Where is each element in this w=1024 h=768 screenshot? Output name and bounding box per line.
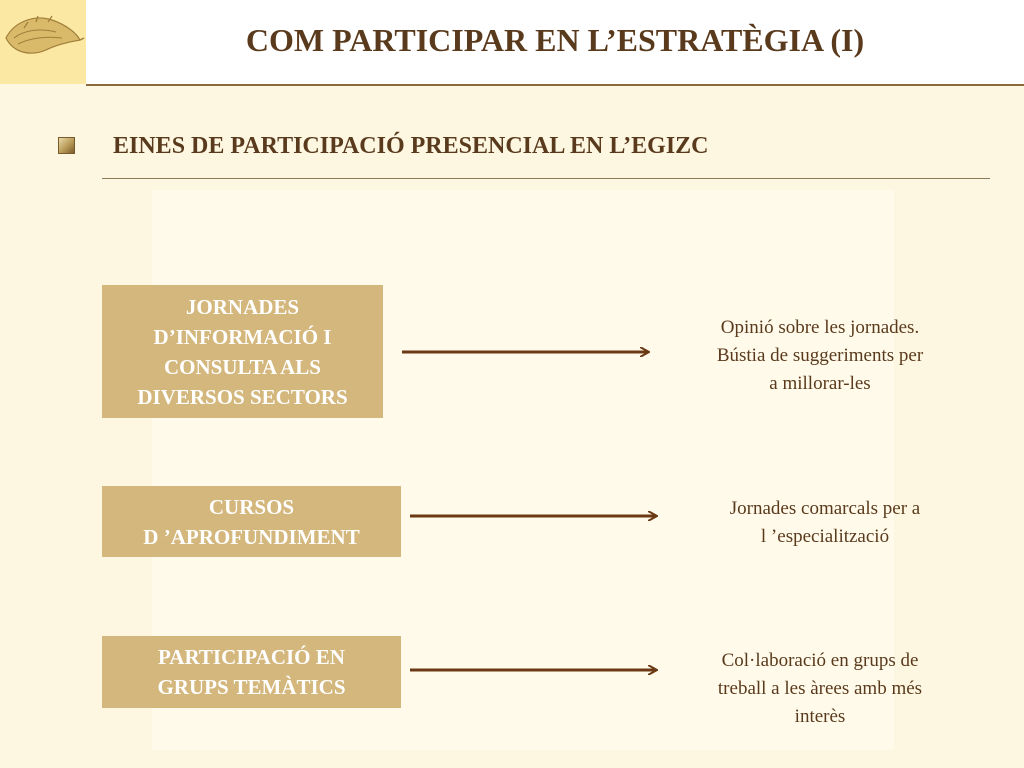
description-cursos: Jornades comarcals per a l ’especialització: [729, 498, 921, 547]
tool-box-jornades: JORNADES D’INFORMACIÓ I CONSULTA ALS DIVERSOS SECTORS: [102, 285, 383, 418]
tool-box-grups: PARTICIPACIÓ EN GRUPS TEMÀTICS: [102, 636, 401, 708]
section-heading: EINES DE PARTICIPACIÓ PRESENCIAL EN L’EGIZC: [113, 133, 709, 159]
description-grups: Col·laboració en grups de treball a les àrees amb més interès: [717, 650, 923, 727]
tool-box-cursos: CURSOS D ’APROFUNDIMENT: [102, 486, 401, 557]
description-jornades: Opinió sobre les jornades. Bústia de suggeriments per a millorar-les: [716, 317, 924, 394]
page-title: COM PARTICIPAR EN L’ESTRATÈGIA (I): [245, 22, 865, 58]
